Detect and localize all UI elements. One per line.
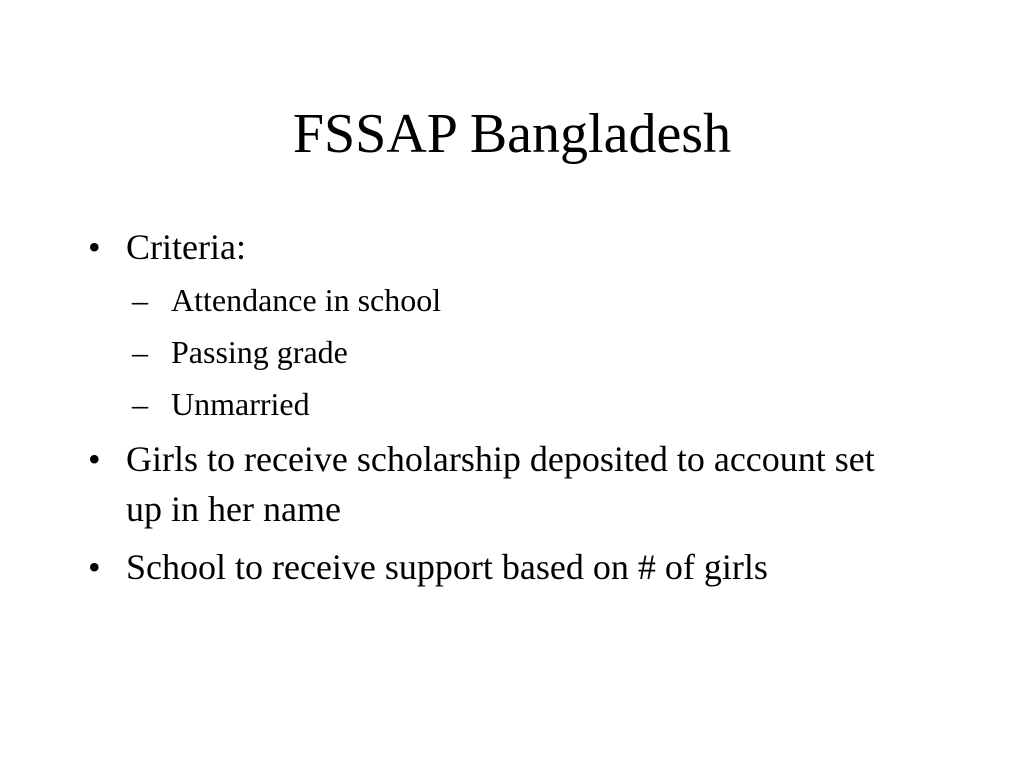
sub-bullet-marker: – — [132, 386, 148, 422]
bullet-marker: • — [88, 439, 101, 479]
bullet-marker: • — [88, 227, 101, 267]
sub-bullet-item — [126, 278, 904, 322]
bullet-item-scholarship — [0, 434, 1024, 534]
sub-bullet-marker: – — [132, 282, 148, 318]
slide-title: FSSAP Bangladesh — [292, 103, 732, 165]
sub-bullet-item — [126, 330, 904, 374]
sub-bullet-text: Unmarried — [171, 386, 310, 422]
sub-bullet-marker: – — [132, 334, 148, 370]
bullet-text: Criteria: — [126, 227, 246, 267]
sub-bullet-item — [126, 382, 904, 426]
sub-bullet-list — [126, 278, 904, 426]
bullet-marker: • — [88, 547, 101, 587]
bullet-item-school-support — [0, 542, 1024, 592]
bullet-item-criteria — [0, 222, 1024, 426]
bullet-text: School to receive support based on # of girls — [126, 547, 768, 587]
sub-bullet-text: Attendance in school — [171, 282, 442, 318]
sub-bullet-text: Passing grade — [171, 334, 348, 370]
bullet-list — [0, 222, 1024, 600]
bullet-text: Girls to receive scholarship deposited to account set up in her name — [126, 439, 875, 529]
